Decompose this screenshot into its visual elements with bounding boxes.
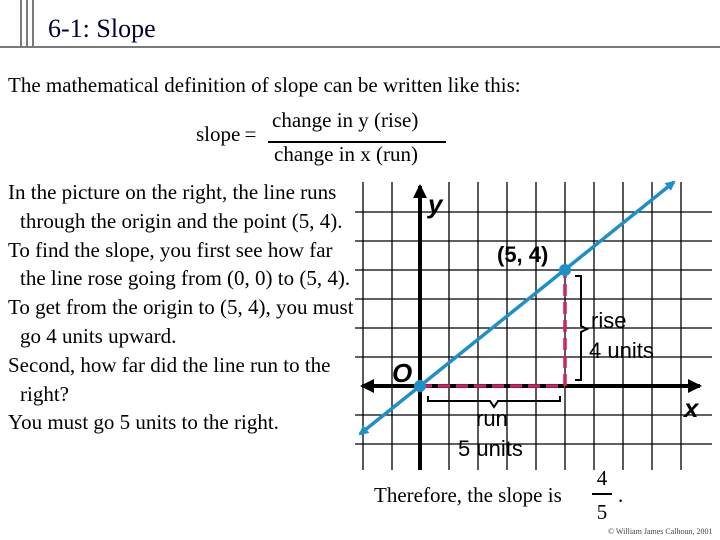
run-units-label: 5 units bbox=[458, 436, 523, 461]
x-axis-label: x bbox=[684, 393, 699, 423]
formula-lhs: slope = bbox=[196, 122, 257, 146]
explanation-line-2: To find the slope, you first see how far the line rose going from (0, 0) to (5, 4). bbox=[8, 237, 351, 291]
origin-point bbox=[414, 380, 426, 392]
explanation-line-5: You must go 5 units to the right. bbox=[8, 410, 279, 435]
explanation-line-1: In the picture on the right, the line runs through the origin and the point (5, 4). bbox=[8, 180, 343, 233]
point-label: (5, 4) bbox=[497, 242, 549, 267]
formula-denominator: change in x (run) bbox=[274, 142, 419, 166]
explanation-line-4: Second, how far did the line run to the right? bbox=[8, 352, 331, 406]
y-axis-label: y bbox=[428, 189, 443, 219]
formula-numerator: change in y (rise) bbox=[272, 108, 419, 132]
slope-fraction-numerator: 4 bbox=[596, 466, 608, 490]
conclusion-text: Therefore, the slope is bbox=[374, 483, 562, 507]
slope-fraction-denominator: 5 bbox=[596, 500, 608, 524]
grid bbox=[355, 182, 712, 470]
slope-line-down bbox=[360, 386, 420, 434]
run-label: run bbox=[476, 406, 508, 431]
origin-label: O bbox=[392, 358, 413, 388]
explanation-line-3: To get from the origin to (5, 4), you must go 4 units upward. bbox=[8, 295, 354, 348]
copyright-notice: © William James Calhoun, 2001 bbox=[608, 527, 713, 536]
conclusion-period: . bbox=[618, 483, 624, 507]
rise-label: rise bbox=[591, 308, 627, 333]
intro-text: The mathematical definition of slope can be written like this: bbox=[8, 73, 521, 97]
point-5-4 bbox=[559, 264, 571, 276]
slope-fraction-bar bbox=[592, 493, 612, 495]
rise-units-label: 4 units bbox=[589, 338, 654, 363]
page-title: 6-1: Slope bbox=[48, 14, 156, 43]
